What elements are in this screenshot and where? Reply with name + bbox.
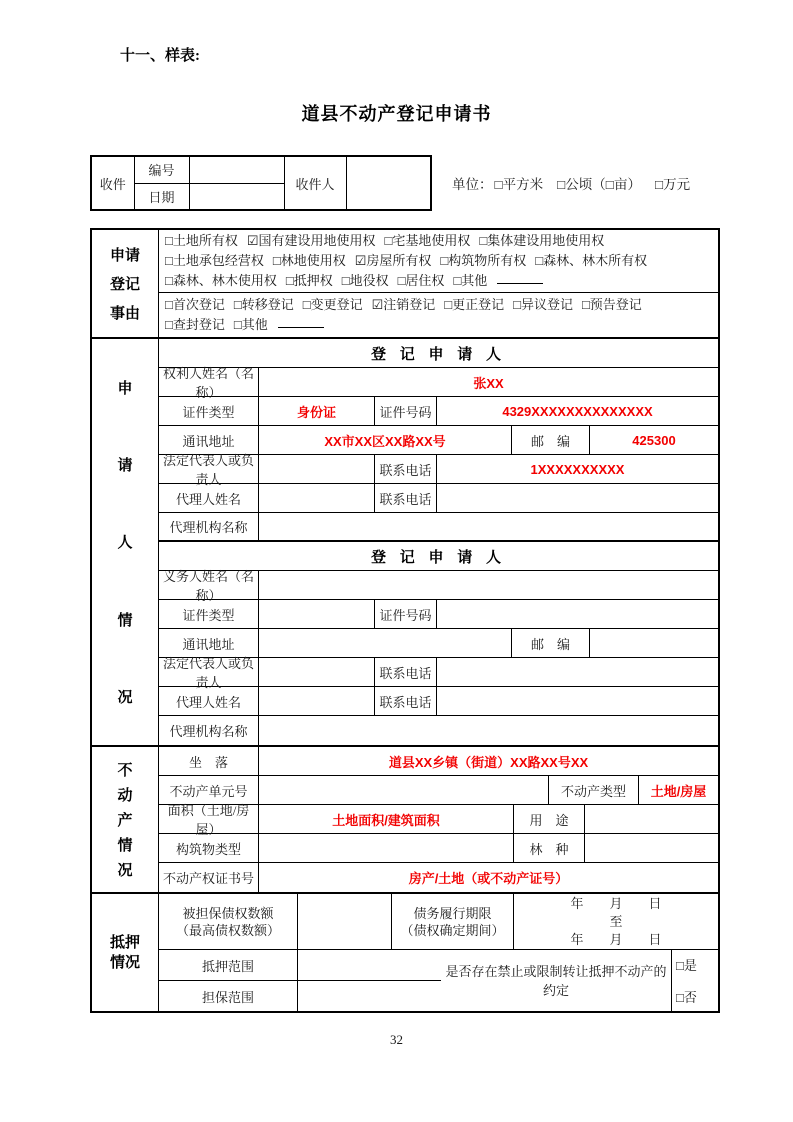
checkbox-option: □是 [676, 958, 697, 973]
section-label-reasons [92, 230, 159, 337]
receiver-value [346, 156, 431, 210]
checkbox-option: □构筑物所有权 [440, 253, 527, 268]
legal-rep-value [259, 455, 375, 483]
section-label-char: 况 [117, 689, 133, 706]
rights-checkbox-cell [159, 230, 718, 292]
types-line-1 [165, 295, 642, 315]
holder-name-label: 权利人姓名（名称） [159, 368, 259, 396]
address-value [259, 629, 512, 657]
address-label: 通讯地址 [159, 629, 259, 657]
location-label: 坐 落 [159, 747, 259, 775]
mortgage-scope-value [298, 950, 441, 980]
agent-phone-label: 联系电话 [375, 484, 437, 512]
phone-label: 联系电话 [375, 455, 437, 483]
section-label-estate [92, 747, 159, 892]
forest-type-label: 林 种 [514, 834, 585, 862]
debt-period-date-line: 年 月 日 [570, 895, 662, 911]
checkbox-option: □土地承包经营权 [165, 253, 264, 268]
postcode-value: 425300 [632, 432, 676, 448]
checkbox-option: □更正登记 [444, 297, 505, 312]
types-line-2 [165, 315, 324, 335]
cert-no-value [437, 600, 718, 628]
secured-amount-label-line: （最高债权数额） [175, 922, 280, 938]
receipt-date-value [189, 183, 284, 210]
receipt-table [90, 155, 432, 211]
area-value: 土地面积/建筑面积 [259, 805, 514, 833]
checkbox-option: □宅基地使用权 [384, 233, 471, 248]
postcode-label: 邮 编 [512, 629, 590, 657]
section-label-applicant [92, 339, 159, 745]
section-estate-info [92, 747, 718, 894]
location-value: 道县XX乡镇（街道）XX路XX号XX [388, 754, 589, 770]
checkbox-option: □首次登记 [165, 297, 225, 312]
checked-checkbox-option: ☑国有建设用地使用权 [246, 233, 376, 248]
legal-rep-phone-value: 1XXXXXXXXXX [530, 461, 625, 477]
rights-line-3 [165, 271, 543, 291]
checkbox-option: □森林、林木使用权 [165, 273, 277, 288]
checkbox-option: □变更登记 [302, 297, 363, 312]
checkbox-option: □其他 [233, 317, 268, 332]
receipt-strip [90, 155, 720, 211]
checked-checkbox-option: ☑注销登记 [371, 297, 436, 312]
checkbox-option: □土地所有权 [165, 233, 238, 248]
agency-name-label: 代理机构名称 [159, 513, 259, 540]
legal-rep-label: 法定代表人或负责人 [159, 658, 259, 686]
secured-amount-label-line: 被担保债权数额 [182, 905, 274, 921]
checkbox-option: □集体建设用地使用权 [479, 233, 605, 248]
units-line [432, 173, 720, 193]
forest-type-value [585, 834, 718, 862]
debt-period-value [514, 894, 718, 949]
agent-name-label: 代理人姓名 [159, 687, 259, 715]
section-label-line: 申请 [109, 248, 140, 264]
cert-type-value: 身份证 [259, 397, 375, 425]
section-mortgage-info [92, 894, 718, 1011]
section-label-char: 不 [117, 763, 133, 779]
blank-underline [278, 315, 324, 328]
structure-type-label: 构筑物类型 [159, 834, 259, 862]
checkbox-option: □异议登记 [513, 297, 573, 312]
postcode-label: 邮 编 [512, 426, 590, 454]
section-label-char: 人 [117, 535, 133, 552]
checkbox-option: □平方米 [494, 177, 544, 192]
checkbox-option: □万元 [654, 177, 691, 192]
section-heading: 十一、样表: [120, 48, 200, 64]
cert-no-label: 证件号码 [375, 397, 437, 425]
obligor-name-label: 义务人姓名（名称） [159, 571, 259, 599]
page-title: 道县不动产登记申请书 [301, 104, 492, 124]
legal-rep-label: 法定代表人或负责人 [159, 455, 259, 483]
section-label-char: 申 [117, 381, 133, 398]
agent-name-value [259, 484, 375, 512]
estate-cert-no-value: 房产/土地（或不动产证号） [408, 871, 569, 886]
applicant-block1-header: 登 记 申 请 人 [370, 346, 506, 363]
cert-type-label: 证件类型 [159, 600, 259, 628]
debt-period-label [392, 894, 514, 949]
section-label-char: 产 [117, 813, 133, 829]
agent-name-value [259, 687, 375, 715]
secured-amount-value [298, 894, 392, 949]
section-label-line: 登记 [109, 277, 140, 293]
applicant-block2-header: 登 记 申 请 人 [370, 549, 506, 566]
estate-type-value: 土地/房屋 [650, 783, 707, 799]
section-label-char: 情 [117, 612, 133, 629]
receiver-label: 收件人 [284, 156, 346, 210]
legal-rep-phone-value [437, 658, 718, 686]
agent-phone-value [437, 484, 718, 512]
checkbox-option: □抵押权 [285, 273, 333, 288]
agent-phone-label: 联系电话 [375, 687, 437, 715]
units-prefix: 单位： [452, 177, 493, 192]
section-label-line: 情况 [109, 954, 140, 971]
section-label-char: 动 [117, 788, 133, 804]
cert-type-label: 证件类型 [159, 397, 259, 425]
cert-no-label: 证件号码 [375, 600, 437, 628]
agent-phone-value [437, 687, 718, 715]
section-label-char: 情 [117, 838, 133, 854]
receipt-no-value [189, 156, 284, 183]
receipt-label: 收件 [91, 156, 134, 210]
use-value [585, 805, 718, 833]
checked-checkbox-option: ☑房屋所有权 [354, 253, 432, 268]
registration-type-checkbox-cell [159, 293, 718, 337]
agency-name-label: 代理机构名称 [159, 716, 259, 745]
checkbox-option: □查封登记 [165, 317, 225, 332]
rights-line-2 [165, 251, 647, 271]
section-label-mortgage [92, 894, 159, 1011]
agency-name-value [259, 513, 718, 540]
debt-period-label-line: 债务履行期限 [413, 905, 492, 921]
yes-no-checkboxes [672, 950, 718, 1011]
agent-name-label: 代理人姓名 [159, 484, 259, 512]
transfer-restriction-question: 是否存在禁止或限制转让抵押不动产的约定 [441, 950, 672, 1011]
scope-rows [159, 950, 441, 1011]
address-value: XX市XX区XX路XX号 [259, 426, 512, 454]
unit-no-value [259, 776, 549, 804]
section-applicant-info [92, 339, 718, 747]
checkbox-option: □地役权 [341, 273, 389, 288]
mortgage-scope-label: 抵押范围 [159, 950, 298, 980]
agency-name-value [259, 716, 718, 745]
application-form-table [90, 228, 720, 1013]
receipt-date-label: 日期 [134, 183, 189, 210]
debt-period-date-line: 年 月 日 [570, 931, 662, 947]
area-label: 面积（土地/房屋） [159, 805, 259, 833]
debt-period-label-line: （债权确定期间） [400, 922, 505, 938]
checkbox-option: □居住权 [397, 273, 445, 288]
secured-amount-label [159, 894, 298, 949]
guarantee-scope-label: 担保范围 [159, 981, 298, 1011]
cert-no-value: 4329XXXXXXXXXXXXXX [502, 403, 653, 419]
postcode-value [590, 629, 718, 657]
section-registration-reasons [92, 230, 718, 339]
legal-rep-value [259, 658, 375, 686]
phone-label: 联系电话 [375, 658, 437, 686]
holder-name-value: 张XX [473, 375, 504, 391]
checkbox-option: □其他 [453, 273, 488, 288]
debt-period-date-line: 至 [609, 913, 623, 929]
guarantee-scope-value [298, 981, 441, 1011]
checkbox-option: □森林、林木所有权 [535, 253, 648, 268]
units-options [495, 173, 691, 193]
checkbox-option: □公顷（□亩） [557, 177, 641, 192]
unit-no-label: 不动产单元号 [159, 776, 259, 804]
cert-type-value [259, 600, 375, 628]
section-label-line: 抵押 [109, 934, 140, 951]
section-label-char: 请 [117, 458, 133, 475]
structure-type-value [259, 834, 514, 862]
estate-type-label: 不动产类型 [549, 776, 639, 804]
receipt-no-label: 编号 [134, 156, 189, 183]
address-label: 通讯地址 [159, 426, 259, 454]
checkbox-option: □转移登记 [233, 297, 294, 312]
rights-line-1 [165, 231, 604, 251]
estate-cert-no-label: 不动产权证书号 [159, 863, 259, 892]
checkbox-option: □预告登记 [581, 297, 642, 312]
checkbox-option: □否 [676, 990, 697, 1005]
use-label: 用 途 [514, 805, 585, 833]
obligor-name-value [259, 571, 718, 599]
blank-underline [497, 271, 543, 284]
checkbox-option: □林地使用权 [272, 253, 346, 268]
page-number: 32 [390, 1032, 403, 1047]
section-label-char: 况 [117, 863, 133, 879]
section-label-line: 事由 [109, 306, 140, 322]
